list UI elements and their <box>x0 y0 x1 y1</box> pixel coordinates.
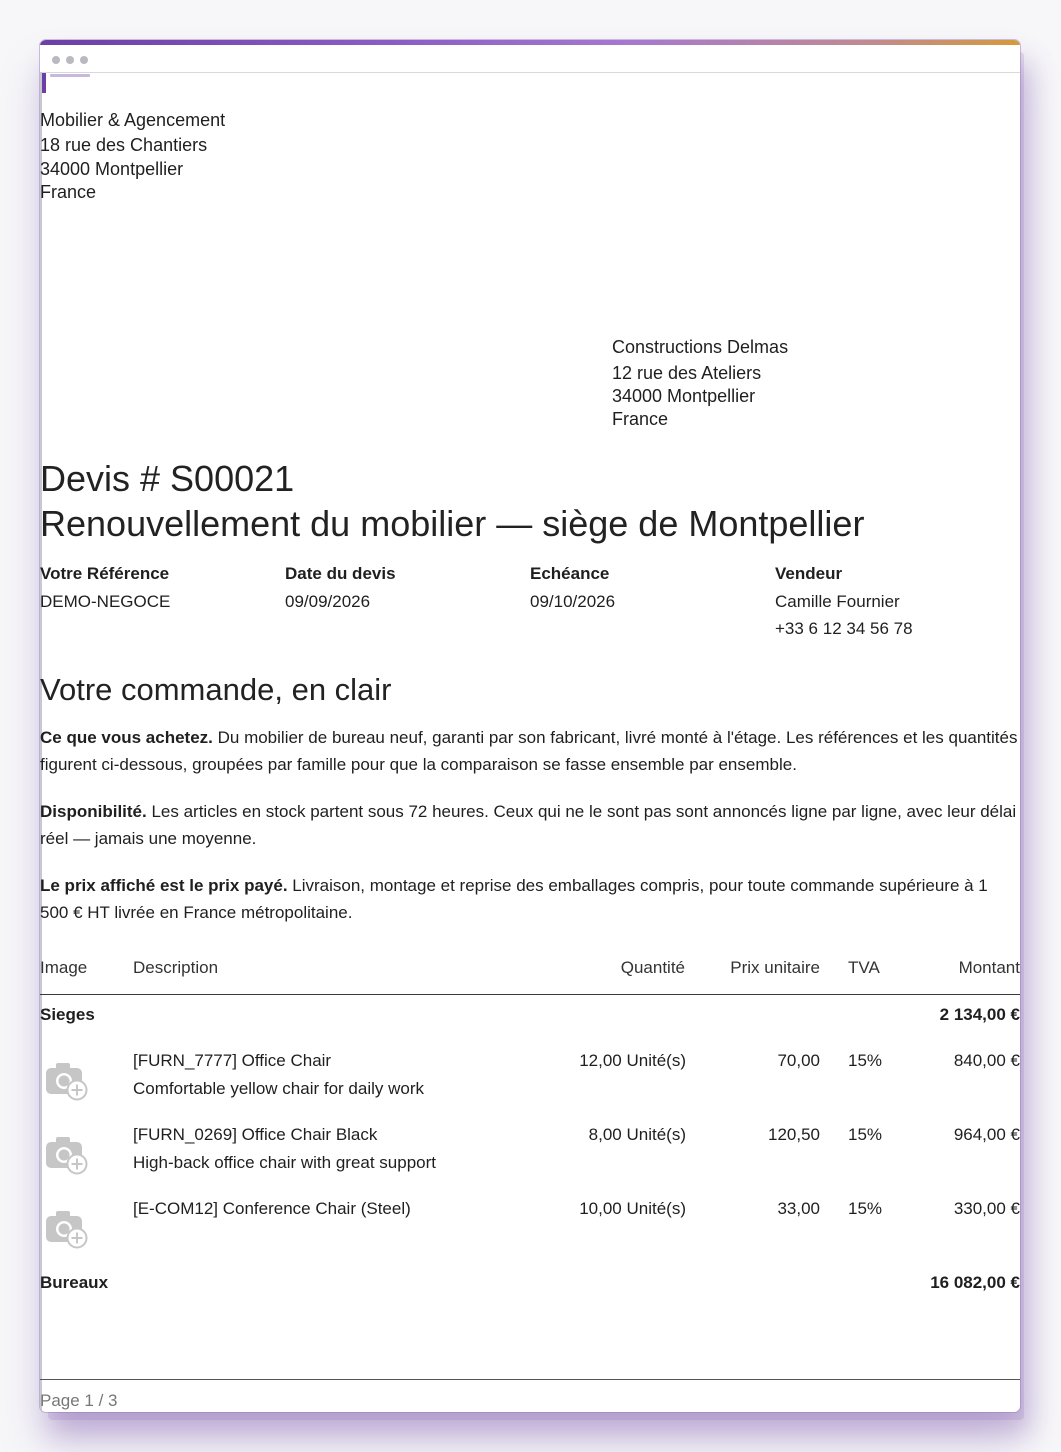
document-window <box>40 40 1020 1412</box>
line-product-name: [E-COM12] Conference Chair (Steel) <box>133 1199 411 1218</box>
line-tax: 15% <box>848 1125 883 1144</box>
reference-value: DEMO-NEGOCE <box>40 592 171 611</box>
line-tax: 15% <box>848 1051 883 1070</box>
line-amount: 964,00 € <box>953 1125 1020 1144</box>
paragraph-lead: Le prix affiché est le prix payé. <box>40 876 288 895</box>
line-product-name: [FURN_0269] Office Chair Black <box>133 1125 378 1144</box>
due-date-value: 09/10/2026 <box>530 592 616 611</box>
window-dot-icon[interactable] <box>66 56 74 64</box>
column-header-description: Description <box>133 958 219 977</box>
table-header-rule <box>40 994 1020 995</box>
section-title: Sieges <box>40 1005 95 1024</box>
section-subtotal: 2 134,00 € <box>939 1005 1020 1024</box>
line-tax: 15% <box>848 1199 883 1218</box>
date-label: Date du devis <box>285 564 396 583</box>
line-amount: 840,00 € <box>953 1051 1020 1070</box>
window-dot-icon[interactable] <box>52 56 60 64</box>
customer-street: 12 rue des Ateliers <box>612 363 762 383</box>
column-header-unit-price: Prix unitaire <box>730 958 820 977</box>
paragraph-text: Les articles en stock partent sous 72 heures. Ceux qui ne le sont pas sont annoncés ligne par ligne, avec leur délai réel — jamais une moyenne. <box>40 802 1017 848</box>
order-heading: Votre commande, en clair <box>40 672 392 707</box>
customer-city: 34000 Montpellier <box>612 386 756 406</box>
seller-label: Vendeur <box>775 564 843 583</box>
page-counter: Page 1 / 3 <box>40 1391 118 1410</box>
reference-label: Votre Référence <box>40 564 170 583</box>
line-amount: 330,00 € <box>953 1199 1020 1218</box>
company-logo-tagline <box>50 74 90 77</box>
line-product-description: Comfortable yellow chair for daily work <box>133 1079 424 1098</box>
line-product-description: High-back office chair with great support <box>133 1153 437 1172</box>
line-unit-price: 120,50 <box>768 1125 820 1144</box>
company-name: Mobilier & Agencement <box>40 110 226 130</box>
column-header-quantity: Quantité <box>620 958 685 977</box>
company-logo <box>42 73 46 93</box>
company-street: 18 rue des Chantiers <box>40 135 208 155</box>
paragraph-text: Du mobilier de bureau neuf, garanti par son fabricant, livré monté à l'étage. Les références et les quantités figurent ci-dessous, groupées par famille pour que la comparaison se fasse ensemble par ensemble. <box>40 728 1018 774</box>
paragraph-text: Livraison, montage et reprise des emballages compris, pour toute commande supérieure à 1 500 € HT livrée en France métropolitaine. <box>40 876 988 922</box>
paragraph-lead: Disponibilité. <box>40 802 147 821</box>
line-product-name: [FURN_7777] Office Chair <box>133 1051 332 1070</box>
order-paragraph <box>40 872 1020 926</box>
paragraph-lead: Ce que vous achetez. <box>40 728 213 747</box>
line-unit-price: 70,00 <box>777 1051 820 1070</box>
window-dot-icon[interactable] <box>80 56 88 64</box>
company-city: 34000 Montpellier <box>40 159 184 179</box>
line-quantity: 10,00 Unité(s) <box>579 1199 686 1218</box>
footer-rule <box>40 1379 1020 1380</box>
order-paragraph <box>40 724 1020 778</box>
camera-add-icon <box>44 1058 90 1102</box>
order-paragraph <box>40 798 1020 852</box>
line-quantity: 12,00 Unité(s) <box>579 1051 686 1070</box>
section-subtotal: 16 082,00 € <box>930 1273 1020 1292</box>
document-subtitle: Renouvellement du mobilier — siège de Montpellier <box>40 503 865 544</box>
column-header-image: Image <box>40 958 88 977</box>
customer-name: Constructions Delmas <box>612 337 789 357</box>
line-quantity: 8,00 Unité(s) <box>588 1125 686 1144</box>
seller-phone: +33 6 12 34 56 78 <box>775 619 913 638</box>
column-header-tax: TVA <box>848 958 880 977</box>
camera-add-icon <box>44 1206 90 1250</box>
due-date-label: Echéance <box>530 564 610 583</box>
seller-name: Camille Fournier <box>775 592 900 611</box>
customer-country: France <box>612 409 669 429</box>
document-title: Devis # S00021 <box>40 458 295 499</box>
section-title: Bureaux <box>40 1273 109 1292</box>
column-header-amount: Montant <box>958 958 1020 977</box>
line-unit-price: 33,00 <box>777 1199 820 1218</box>
company-country: France <box>40 182 97 202</box>
window-toolbar <box>40 45 1020 73</box>
date-value: 09/09/2026 <box>285 592 371 611</box>
camera-add-icon <box>44 1132 90 1176</box>
